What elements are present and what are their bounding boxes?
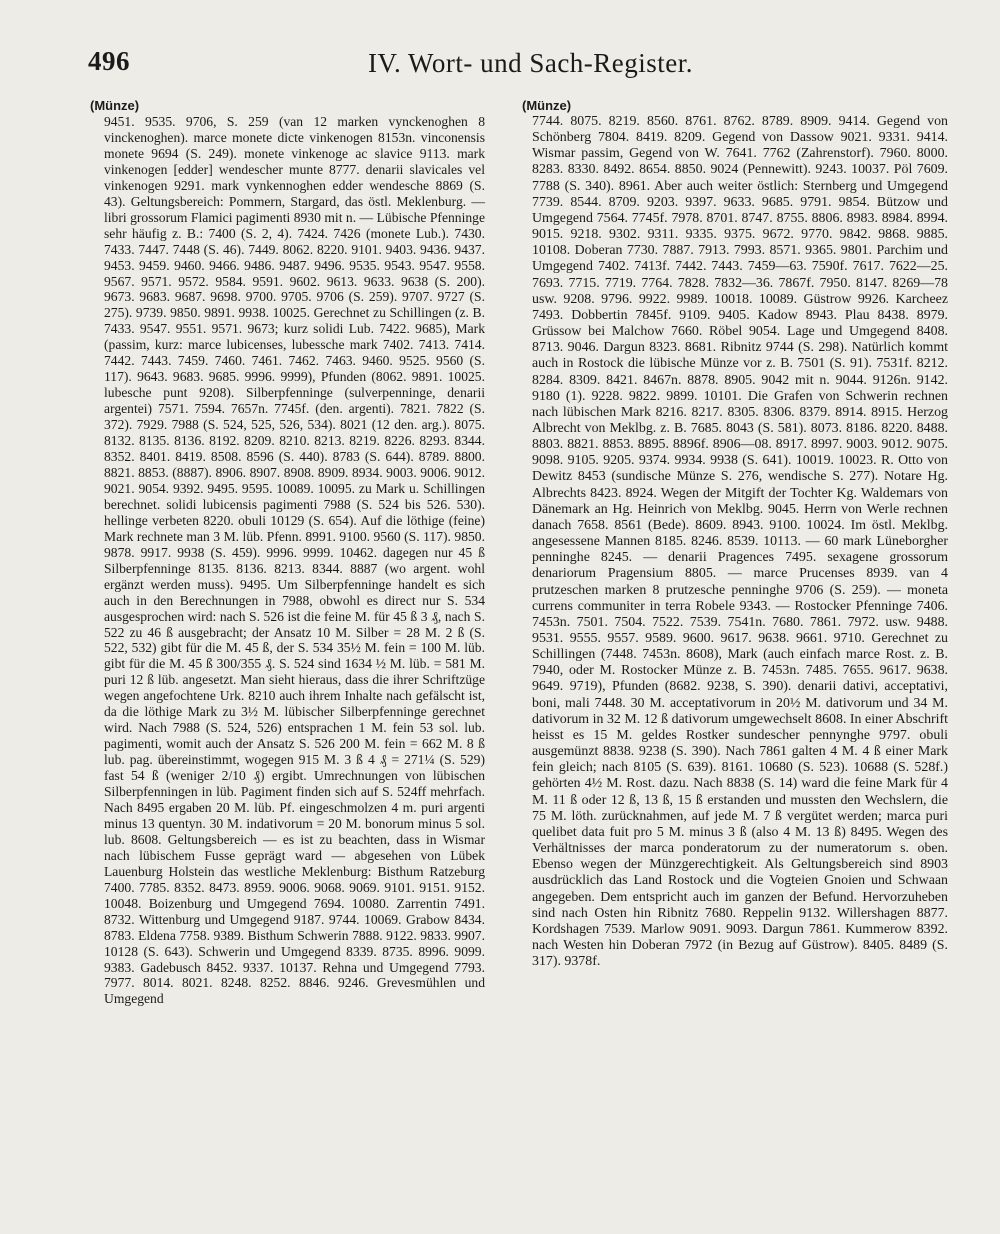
- right-column-heading: (Münze): [522, 98, 572, 113]
- left-column-heading: (Münze): [90, 98, 140, 113]
- right-column: [522, 98, 948, 970]
- left-column: [90, 98, 485, 1007]
- left-column-text: 9451. 9535. 9706, S. 259 (van 12 marken vynckenoghen 8 vinckenoghen). marce monete dicte vinkenogen 8153n. vinconensis monete 9694 (S. 249). monete vinkenoge ac slavice 9113. mark vinkenogen [edder] wendescher munte 8777. denarii slavicales vel vinkenogen 9291. mark vynkennoghen edder wendesche 8869 (S. 43). Geltungsbereich: Pommern, Stargard, das östl. Meklenburg. — libri grossorum Flamici pagimenti 8930 mit n. — Lübische Pfenninge sehr häufig z. B.: 7400 (S. 2, 4). 7424. 7426 (monete Lub.). 7430. 7433. 7447. 7448 (S. 46). 7449. 8062. 8220. 9101. 9403. 9436. 9437. 9453. 9459. 9460. 9466. 9486. 9487. 9496. 9535. 9543. 9547. 9558. 9567. 9571. 9572. 9584. 9591. 9602. 9613. 9633. 9638 (S. 200). 9673. 9683. 9687. 9698. 9700. 9705. 9706 (S. 259). 9707. 9727 (S. 275). 9739. 9850. 9891. 9938. 10025. Gerechnet zu Schillingen (z. B. 7433. 9547. 9551. 9571. 9673; kurz solidi Lub. 7422. 9685), Mark (passim, kurz: marce lubicenses, lubessche mark 7402. 7413. 7414. 7442. 7443. 7459. 7460. 7461. 7462. 7463. 9460. 9525. 9560 (S. 117). 9643. 9683. 9685. 9996. 9999), Pfunden (8062. 9891. 10025. lubesche punt 9208). Silberpfenninge (sulverpenninge, denarii argentei) 7571. 7594. 7657n. 7745f. (den. argenti). 7821. 7822 (S. 372). 7929. 7988 (S. 524, 525, 526, 534). 8021 (12 den. arg.). 8075. 8132. 8135. 8136. 8192. 8209. 8210. 8213. 8219. 8226. 8293. 8344. 8352. 8401. 8419. 8508. 8596 (S. 440). 8783 (S. 644). 8789. 8800. 8821. 8853. (8887). 8906. 8907. 8908. 8909. 8934. 9003. 9006. 9012. 9021. 9054. 9392. 9495. 9595. 10089. 10095. zu Mark u. Schillingen berechnet. solidi lubicensis pagimenti 7988 (S. 524 bis 526. 530). hellinge verbeten 8220. obuli 10129 (S. 654). Auf die löthige (feine) Mark rechnete man 3 M. lüb. Pfenn. 8991. 9100. 9560 (S. 117). 9850. 9878. 9917. 9938 (S. 459). 9996. 9999. 10462. dagegen nur 45 ß Silberpfenninge 8135. 8136. 8213. 8344. 8887 (wo argent. wohl ergänzt werden muss). 9495. Um Silberpfenninge handelt es sich auch in den Berechnungen in 7988, obwohl es direct nur S. 534 ausgesprochen wird: nach S. 526 ist die feine M. für 45 ß 3 ₰, nach S. 522 zu 46 ß ausgebracht; der Ansatz 10 M. Silber = 28 M. 2 ß (S. 522, 532) gibt für die M. 45 ß, der S. 534 35½ M. fein = 100 M. lüb. gibt für die M. 45 ß 300/355 ₰. S. 524 sind 1634 ½ M. lüb. = 581 M. puri 12 ß lüb. angesetzt. Man sieht hieraus, dass die ihrer Schriftzüge wegen angefochtene Urk. 8210 auch ihrem Inhalte nach gefälscht ist, da die löthige Mark zu 3½ M. lübischer Silberpfenninge gerechnet wird. Nach 7988 (S. 524, 526) entsprachen 1 M. fein 53 sol. lub. pagimenti, womit auch der Ansatz S. 526 200 M. fein = 662 M. 8 ß lub. pag. übereinstimmt, wogegen 915 M. 3 ß 4 ₰ = 271¼ (S. 529) fast 54 ß (weniger 2/10 ₰) ergibt. Umrechnungen von lübischen Silberpfenningen in lüb. Pagiment finden sich auf S. 524ff mehrfach. Nach 8495 ergaben 20 M. lüb. Pf. eingeschmolzen 4 m. puri argenti minus 13 quentyn. 30 M. indativorum = 20 M. bonorum minus 5 sol. lub. 8608. Geltungsbereich — es ist zu beachten, dass in Wismar nach lübischem Fusse geprägt ward — abgesehen von Lübek Lauenburg Holstein das westliche Meklenburg: Bisthum Ratzeburg 7400. 7785. 8352. 8473. 8959. 9006. 9068. 9069. 9101. 9151. 9152. 10048. Boizenburg und Umgegend 7694. 10080. Zarrentin 7491. 8732. Wittenburg und Umgegend 9187. 9744. 10069. Grabow 8434. 8783. Eldena 7758. 9389. Bisthum Schwerin 7888. 9122. 9833. 9907. 10128 (S. 643). Schwerin und Umgegend 8339. 8735. 8996. 9099. 9383. Gadebusch 8452. 9337. 10137. Rehna und Umgegend 7793. 7977. 8014. 8021. 8248. 8252. 8846. 9246. Grevesmühlen und Umgegend: [104, 114, 485, 1007]
- right-column-text: 7744. 8075. 8219. 8560. 8761. 8762. 8789. 8909. 9414. Gegend von Schönberg 7804. 8419. 8209. Gegend von Dassow 9021. 9331. 9414. Wismar passim, Gegend von W. 7641. 7762 (Zahrenstorf). 7960. 8000. 8283. 8330. 8492. 8654. 8850. 9024 (Pennewitt). 9243. 10037. Pöl 7609. 7788 (S. 340). 8961. Aber auch weiter östlich: Sternberg und Umgegend 7739. 8544. 8709. 9203. 9397. 9633. 9685. 9791. 9854. Bützow und Umgegend 7564. 7745f. 7978. 8701. 8747. 8755. 8806. 8983. 8984. 8994. 9015. 9218. 9302. 9311. 9335. 9375. 9672. 9770. 9842. 9868. 9885. 10108. Doberan 7730. 7887. 7913. 7993. 8571. 9365. 9801. Parchim und Umgegend 7402. 7413f. 7442. 7443. 7459—63. 7590f. 7617. 7622—25. 7693. 7715. 7719. 7764. 7828. 7832—36. 7867f. 7950. 8147. 8269—78 usw. 9208. 9796. 9922. 9989. 10018. 10089. Güstrow 9926. Karcheez 7493. Dobbertin 7845f. 9109. 9405. Kadow 8943. Plau 8438. 8979. Grüssow bei Malchow 7660. Röbel 9054. Lage und Umgegend 8408. 8713. 9046. Dargun 8323. 8681. Ribnitz 9744 (S. 298). Natürlich kommt auch in Rostock die lübische Münze vor z. B. 7501 (S. 91). 7531f. 8212. 8284. 8309. 8421. 8467n. 8878. 8905. 9042 mit n. 9044. 9126n. 9142. 9180 (1). 9228. 9822. 9899. 10101. Die Grafen von Schwerin rechnen nach lübischen Mark 8216. 8217. 8305. 8306. 8379. 8914. 8915. Herzog Albrecht von Meklbg. z. B. 7685. 8043 (S. 581). 8073. 8186. 8220. 8488. 8803. 8821. 8853. 8895. 8896f. 8906—08. 8917. 8997. 9003. 9012. 9075. 9098. 9105. 9205. 9374. 9934. 9938 (S. 641). 10019. 10023. R. Otto von Dewitz 8453 (sundische Münze S. 276, wendische S. 277). Notare Hg. Albrechts 8423. 8924. Wegen der Mitgift der Tochter Kg. Waldemars von Dänemark an Hg. Heinrich von Meklbg. 9045. Herrn von Werle rechnen danach 7658. 8561 (Bede). 8609. 8943. 9100. 10024. Im östl. Meklbg. angesessene Mannen 8185. 8246. 8539. 10113. — 60 mark Lüneborgher penninghe 8245. — denarii Pragences 7495. sexagene grossorum denariorum Pragensium 8805. — marce Prucenses 8939. van 4 prutzeschen marken 8 prutzesche penninghe 9706 (S. 259). — moneta currens communiter in terra Robele 9343. — Rostocker Pfenninge 7406. 7453n. 7501. 7504. 7522. 7539. 7541n. 7680. 7861. 7972. usw. 9488. 9531. 9555. 9557. 9589. 9600. 9617. 9638. 9661. 9710. Gerechnet zu Schillingen (7448. 7453n. 8608), Mark (auch einfach marce Rost. z. B. 7940, oder M. Rostocker Münze z. B. 7453n. 7485. 7655. 9617. 9638. 9649. 9719), Pfunden (8682. 9238, S. 390). denarii dativi, acceptativi, boni, mali 7448. 30 M. acceptativorum in 20½ M. dativorum und 34 M. dativorum in 32 M. 12 ß dativorum umgewechselt 8608. In einer Abschrift heisst es 15 M. geldes Rostker sundescher pennynghe 9797. obuli ausgemünzt 8838. 9238 (S. 390). Nach 7861 galten 4 M. 4 ß einer Mark fein gleich; nach 8105 (S. 639). 8161. 10680 (S. 523). 10688 (S. 528f.) gehörten 4½ M. Rost. dazu. Nach 8838 (S. 14) ward die feine Mark für 4 M. 11 ß oder 12 ß, 13 ß, 15 ß erstanden und mussten den Wechslern, die 75 M. löth. zurücknahmen, auf jede M. 7 ß vergütet werden; marca puri quelibet data fuit pro 5 M. minus 3 ß (also 4 M. 13 ß) 8495. Wegen des Verhältnisses der marca ponderatorum zu der numeratorum s. oben. Ebenso wegen der Münzgerechtigkeit. Als Geltungsbereich sind 8903 ausdrücklich das Land Rostock und die Vogteien Gnoien und Schwaan angegeben. Dem entspricht auch im ganzen der Befund. Hervorzuheben sind nach Osten hin Ribnitz 7680. Reppelin 9132. Willershagen 8877. Kordshagen 7539. Marlow 9091. 9093. Dargun 7861. Kummerow 8392. nach Westen hin Doberan 7972 (in Bezug auf Güstrow). 8405. 8489 (S. 317). 9378f.: [532, 114, 948, 970]
- running-title: IV. Wort- und Sach-Register.: [368, 48, 694, 78]
- page-number: 496: [88, 46, 130, 76]
